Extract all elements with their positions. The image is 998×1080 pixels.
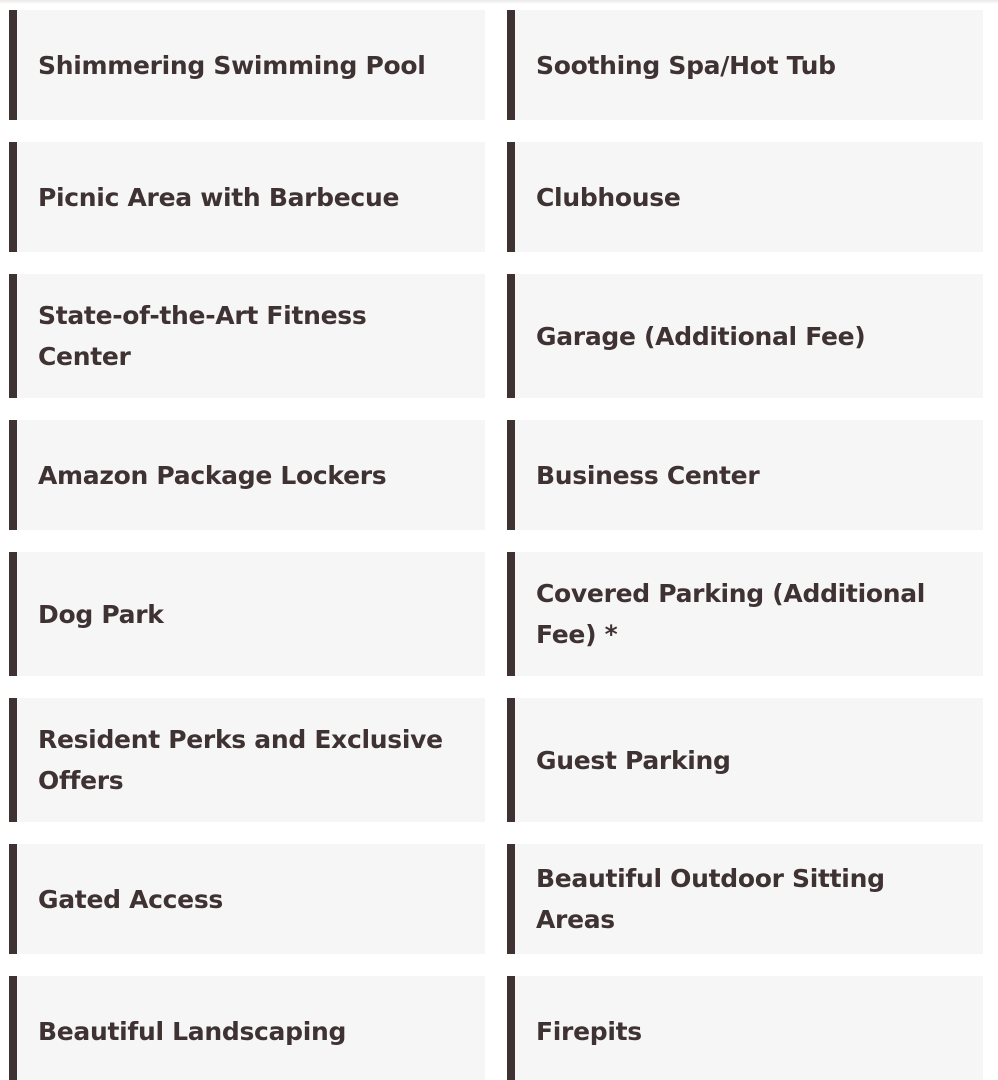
- amenity-card: [507, 274, 983, 398]
- amenity-card: [507, 420, 983, 530]
- top-divider: [0, 0, 998, 4]
- amenity-card: [507, 698, 983, 822]
- amenity-card: [507, 976, 983, 1080]
- amenity-card: [9, 420, 485, 530]
- amenity-label: Picnic Area with Barbecue: [38, 182, 400, 212]
- amenity-label: Resident Perks and Exclusive Offers: [38, 725, 443, 795]
- amenity-card: [507, 552, 983, 676]
- amenity-label: Soothing Spa/Hot Tub: [536, 50, 836, 80]
- amenities-grid: [9, 10, 983, 1080]
- amenity-label: Gated Access: [38, 884, 223, 914]
- amenity-card: [9, 698, 485, 822]
- amenity-card: [9, 844, 485, 954]
- amenity-label: Guest Parking: [536, 745, 731, 775]
- amenity-card: [507, 10, 983, 120]
- amenity-label: State-of-the-Art Fitness Center: [38, 301, 367, 371]
- amenity-card: [507, 844, 983, 954]
- amenity-label: Garage (Additional Fee): [536, 321, 866, 351]
- amenity-card: [9, 552, 485, 676]
- amenity-card: [9, 142, 485, 252]
- amenity-label: Beautiful Outdoor Sitting Areas: [536, 864, 885, 934]
- amenity-card: [9, 274, 485, 398]
- amenity-card: [9, 10, 485, 120]
- amenity-label: Firepits: [536, 1016, 642, 1046]
- amenity-label: Amazon Package Lockers: [38, 460, 387, 490]
- amenity-label: Clubhouse: [536, 182, 681, 212]
- amenity-card: [507, 142, 983, 252]
- amenity-card: [9, 976, 485, 1080]
- amenity-label: Covered Parking (Additional Fee) *: [536, 579, 926, 649]
- amenity-label: Business Center: [536, 460, 760, 490]
- amenity-label: Shimmering Swimming Pool: [38, 50, 426, 80]
- amenity-label: Beautiful Landscaping: [38, 1016, 347, 1046]
- amenity-label: Dog Park: [38, 599, 164, 629]
